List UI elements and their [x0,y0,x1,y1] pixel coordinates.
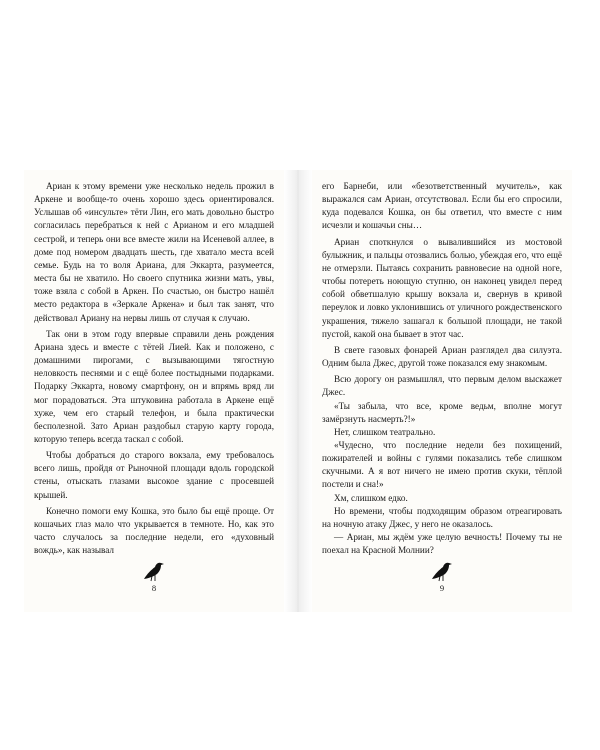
book-spine [284,170,312,612]
right-page [312,170,572,612]
paragraph: Так они в этом году впервые справили день рождения Ариана здесь и вместе с тётей Лией. Как и положено, с домашними пирогами, с вызывающими тягостную неловкость песнями и с ещё более постыдными подарками. Подарку Эккарта, новому смартфону, он и впрямь вряд ли мог порадоваться. Эта штуковина работала в Аркене ещё хуже, чем его старый телефон, и была практически бесполезной. Зато Ариан раздобыл старую карту города, которую теперь всегда таскал с собой. [34,328,274,444]
left-folio [24,558,284,598]
paragraph: «Ты забыла, что все, кроме ведьм, вполне могут замёрзнуть насмерть?!» [322,400,562,424]
paragraph: — Ариан, мы ждём уже целую вечность! Почему ты не поехал на Красной Молнии? [322,532,562,556]
book-spread [24,170,576,612]
paragraph: Ариан к этому времени уже несколько недель прожил в Аркене и вообще-то очень хорошо здесь ориентировался. Услышав об «инсульте» тёти Лин, его мать довольно быстро согласилась перебраться к ней с Арианом и его младшей сестрой, и теперь они все вместе жили на Исеневой аллее, в доме под номером двадцать шесть, где хватало места всей семье. Будь на то воля Ариана, для Эккарта, разумеется, места бы не хватило. Но своего спутника жизни мать, увы, тоже взяла с собой в Аркен. По счастью, он быстро нашёл место редактора в «Зеркале Аркена» и был так занят, что действовал Ариану на нервы лишь от случая к случаю. [34,181,274,323]
paragraph: Хм, слишком едко. [334,492,408,503]
paragraph: «Чудесно, что последние недели без похищений, пожирателей и войны с гулями показались тебе слишком скучными. А я вот ничего не имею против скуки, тёплой постели и сна!» [322,439,562,490]
raven-icon [429,558,455,584]
paragraph: Всю дорогу он размышлял, что первым делом выскажет Джес. [322,374,562,398]
paragraph: Ариан споткнулся о вывалившийся из мостовой булыжник, и пальцы отозвались болью, убеждая его, что ещё не отмерзли. Пытаясь сохранить равновесие на одной ноге, чтобы потереть ноющую ступню, он наконец увидел перед собой обветшалую крышу вокзала и, свернув в кривой переулок и ловко уклонившись от уличного рождественского украшения, тяжело зашагал к большой площади, не такой пустой, какой она бывает в этот час. [322,236,562,339]
raven-icon [141,558,167,584]
page-number: 9 [439,583,445,593]
paragraph: Нет, слишком театрально. [334,426,436,437]
right-folio [312,558,572,598]
paragraph: Но времени, чтобы подходящим образом отреагировать на ночную атаку Джес, у него не оказалось. [322,505,562,529]
paragraph: В свете газовых фонарей Ариан разглядел два силуэта. Одним была Джес, другой тоже показался ему знакомым. [322,344,562,369]
paragraph: Чтобы добраться до старого вокзала, ему требовалось всего лишь, пройдя от Рыночной площади вдоль городской стены, отыскать глазами высокое здание с просевшей крышей. [34,450,274,500]
page-number: 8 [151,583,157,593]
left-page-text [34,180,274,557]
paragraph: его Барнеби, или «безответственный мучитель», как выражался сам Ариан, отсутствовал. Если бы его спросили, куда подевался Кошка, он бы ответил, что вместе с ним исчезли и кошачьи сны… [322,181,562,231]
paragraph: Конечно помоги ему Кошка, это было бы ещё проще. От кошачьих глаз мало что укрывается в темноте. Но, как это часто случалось за последние недели, его «духовный вождь», как называл [34,505,274,556]
right-page-text [322,180,562,557]
left-page [24,170,284,612]
